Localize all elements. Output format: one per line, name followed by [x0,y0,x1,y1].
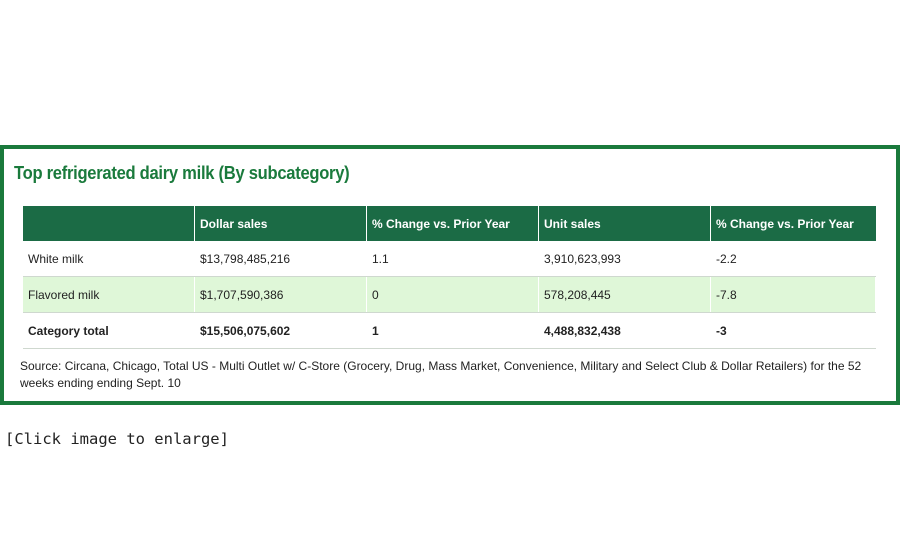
table-title: Top refrigerated dairy milk (By subcategory) [14,163,350,183]
header-cell-subcategory [23,206,195,241]
cell-dollar-change: 1.1 [367,241,539,277]
header-cell-dollar-change: % Change vs. Prior Year [367,206,539,241]
cell-dollar-sales: $13,798,485,216 [195,241,367,277]
cell-subcategory: Category total [23,313,195,349]
cell-subcategory: White milk [23,241,195,277]
table-row-total [23,313,876,349]
enlarge-link[interactable]: [Click image to enlarge] [5,430,229,448]
header-cell-unit-change: % Change vs. Prior Year [711,206,876,241]
cell-subcategory: Flavored milk [23,277,195,313]
table-image-frame[interactable] [0,145,900,405]
cell-unit-change: -7.8 [711,277,876,313]
sales-table [23,206,876,349]
cell-dollar-sales: $15,506,075,602 [195,313,367,349]
cell-dollar-change: 0 [367,277,539,313]
table-row [23,241,876,277]
cell-unit-change: -3 [711,313,876,349]
cell-unit-sales: 578,208,445 [539,277,711,313]
cell-dollar-sales: $1,707,590,386 [195,277,367,313]
header-cell-dollar-sales: Dollar sales [195,206,367,241]
header-cell-unit-sales: Unit sales [539,206,711,241]
cell-unit-change: -2.2 [711,241,876,277]
table-header-row [23,206,876,241]
cell-unit-sales: 4,488,832,438 [539,313,711,349]
cell-unit-sales: 3,910,623,993 [539,241,711,277]
source-note: Source: Circana, Chicago, Total US - Multi Outlet w/ C-Store (Grocery, Drug, Mass Market, Convenience, Military and Select Club & Dollar Retailers) for the 52 weeks ending ending Sept. 10 [20,359,862,390]
cell-dollar-change: 1 [367,313,539,349]
table-row [23,277,876,313]
